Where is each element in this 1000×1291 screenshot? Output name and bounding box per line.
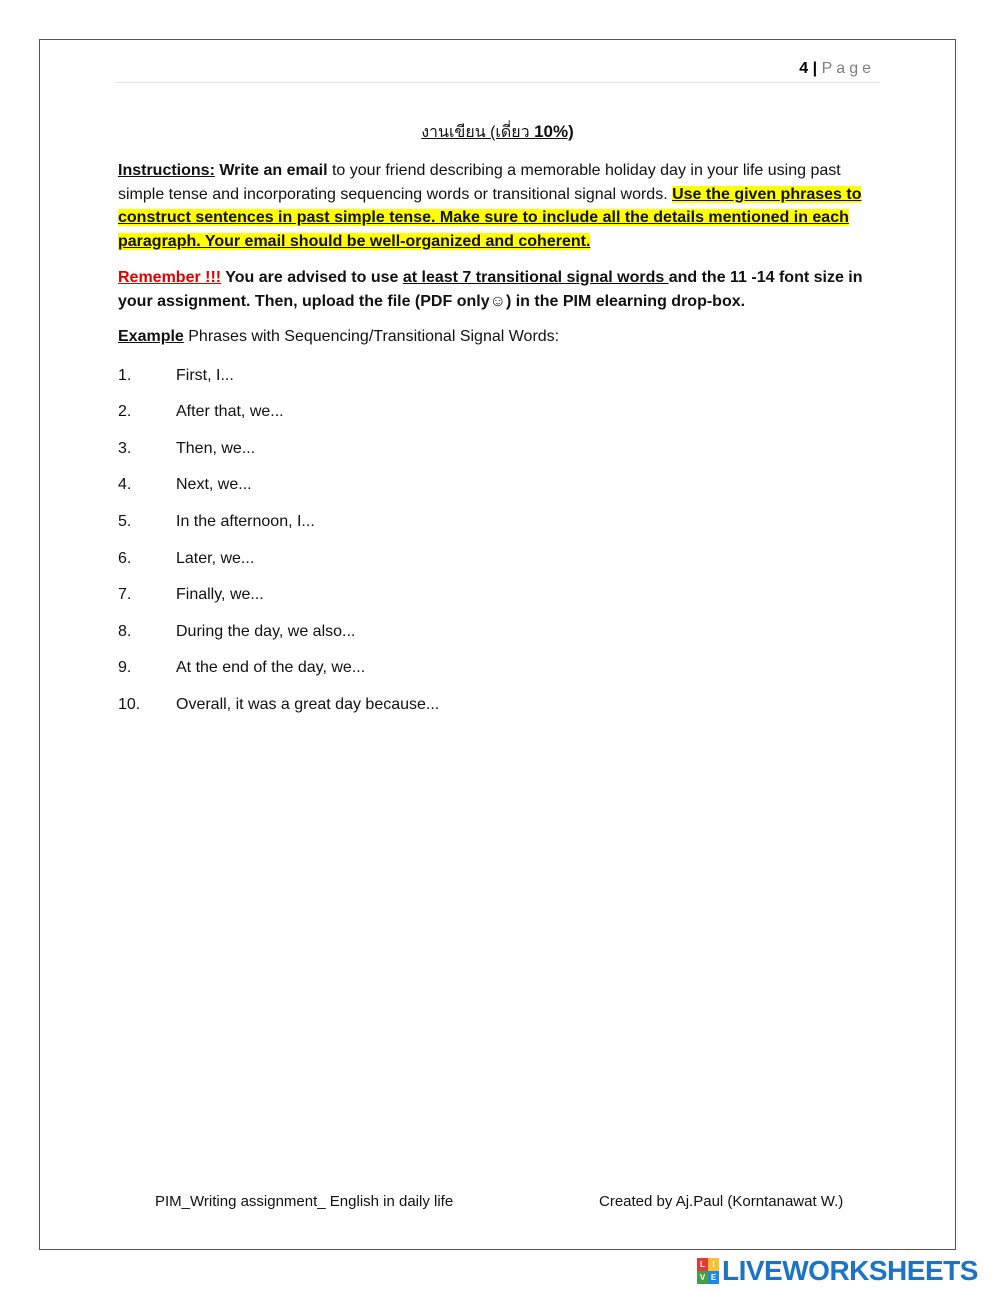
remember-text-end: ) in the PIM elearning drop-box. <box>505 292 746 310</box>
title-percent: 10%) <box>534 122 574 141</box>
example-heading <box>118 325 880 349</box>
logo-letter: I <box>708 1258 719 1271</box>
list-item-text: Overall, it was a great day because... <box>176 696 440 713</box>
list-item-number: 4. <box>118 476 132 493</box>
remember-underlined: at least 7 transitional signal words <box>402 269 669 286</box>
list-item-number: 5. <box>118 513 132 530</box>
liveworksheets-icon <box>697 1258 719 1284</box>
list-item <box>118 402 284 422</box>
instructions-text: to your friend describing a memorable holiday day in your life using past simple tense and incorporating sequencing words or transitional signal words. <box>118 162 841 203</box>
instructions-highlight: Use the given phrases to construct sentences in past simple tense. Make sure to include all the details mentioned in each paragraph. Your email should be well-organized and coherent. <box>118 185 862 250</box>
list-item <box>118 658 365 678</box>
list-item <box>118 439 255 459</box>
list-item <box>118 622 355 642</box>
list-item <box>118 585 264 605</box>
page-number-separator: | <box>812 60 818 77</box>
worksheet-page <box>39 39 956 1250</box>
list-item-text: First, I... <box>176 367 234 384</box>
example-label: Example <box>118 328 184 345</box>
remember-label: Remember !!! <box>118 269 222 286</box>
liveworksheets-logo <box>697 1256 978 1286</box>
list-item-number: 7. <box>118 586 132 603</box>
list-item-number: 9. <box>118 659 132 676</box>
list-item <box>118 366 234 386</box>
page-number <box>799 60 875 78</box>
title-thai: งานเขียน (เดี่ยว <box>421 124 535 141</box>
liveworksheets-wordmark: LIVEWORKSHEETS <box>722 1255 978 1286</box>
footer-right-text: Created by Aj.Paul (Korntanawat W.) <box>599 1193 844 1210</box>
footer-left-text: PIM_Writing assignment_ English in daily life <box>155 1193 454 1210</box>
logo-letter: E <box>708 1271 719 1284</box>
remember-text-after: and the 11 -14 font size in your assignment. Then, upload the file (PDF only <box>118 269 863 310</box>
remember-text-before: You are advised to use <box>221 269 403 286</box>
logo-letter: V <box>697 1271 708 1284</box>
list-item <box>118 549 254 569</box>
list-item-number: 3. <box>118 440 132 457</box>
instructions-bold-lead: Write an email <box>219 162 328 179</box>
page-number-value: 4 <box>799 60 809 77</box>
list-item-number: 10. <box>118 696 141 713</box>
list-item-text: After that, we... <box>176 403 284 420</box>
list-item-text: Then, we... <box>176 440 256 457</box>
list-item <box>118 475 252 495</box>
smiley-icon: ☺ <box>489 292 506 310</box>
list-item-text: At the end of the day, we... <box>176 659 366 676</box>
instructions-label: Instructions: <box>118 162 215 179</box>
list-item-number: 8. <box>118 623 132 640</box>
instructions-paragraph <box>118 159 880 253</box>
page-word: Page <box>821 60 875 77</box>
list-item-text: During the day, we also... <box>176 623 356 640</box>
logo-letter: L <box>697 1258 708 1271</box>
list-item-text: Later, we... <box>176 550 255 567</box>
list-item-text: Finally, we... <box>176 586 264 603</box>
list-item <box>118 512 315 532</box>
example-text: Phrases with Sequencing/Transitional Signal Words: <box>183 328 560 345</box>
list-item-number: 2. <box>118 403 132 420</box>
list-item-number: 1. <box>118 367 132 384</box>
list-item <box>118 695 439 715</box>
assignment-title <box>40 120 955 145</box>
remember-paragraph <box>118 266 880 313</box>
list-item-text: Next, we... <box>176 476 252 493</box>
header-divider <box>115 82 880 83</box>
list-item-text: In the afternoon, I... <box>176 513 315 530</box>
list-item-number: 6. <box>118 550 132 567</box>
